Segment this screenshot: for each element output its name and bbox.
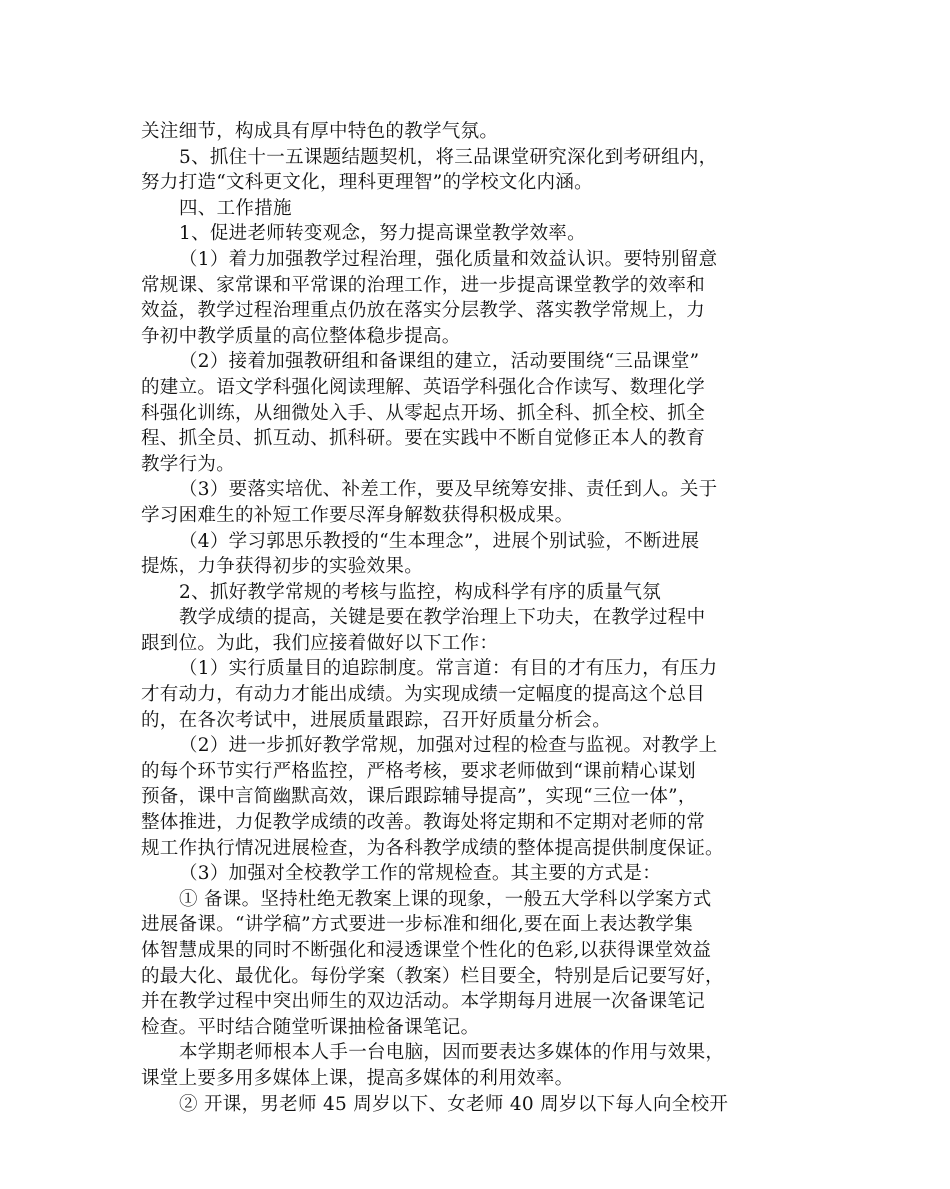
text-line: ② 开课，男老师 45 周岁以下、女老师 40 周岁以下每人向全校开 (179, 1093, 729, 1115)
text-line: （3）加强对全校教学工作的常规检查。其主要的方式是： (179, 863, 662, 885)
text-line: 教学行为。 (141, 453, 236, 475)
text-line: 程、抓全员、抓互动、抓科研。要在实践中不断自觉修正本人的教育 (141, 428, 706, 450)
text-line: （1）实行质量目的追踪制度。常言道：有目的才有压力，有压力 (179, 658, 718, 680)
text-line: 学习困难生的补短工作要尽浑身解数获得积极成果。 (141, 504, 574, 526)
text-line: 2、抓好教学常规的考核与监控，构成科学有序的质量气氛 (179, 581, 662, 603)
text-line: 课堂上要多用多媒体上课，提高多媒体的利用效率。 (141, 1067, 574, 1089)
text-line: （3）要落实培优、补差工作，要及早统筹安排、责任到人。关于 (179, 479, 718, 501)
document-body (141, 119, 821, 1117)
text-line: 跟到位。为此，我们应接着做好以下工作： (141, 632, 499, 654)
text-line: 才有动力，有动力才能出成绩。为实现成绩一定幅度的提高这个总目 (141, 684, 706, 706)
text-line: （4）学习郭思乐教授的“生本理念”，进展个别试验，不断进展 (179, 530, 700, 552)
text-line: 效益，教学过程治理重点仍放在落实分层教学、落实教学常规上，力 (141, 300, 706, 322)
text-line: 本学期老师根本人手一台电脑，因而要表达多媒体的作用与效果， (179, 1042, 725, 1064)
text-line: 检查。平时结合随堂听课抽检备课笔记。 (141, 1016, 480, 1038)
text-line: （2）接着加强教研组和备课组的建立，活动要围绕“三品课堂” (179, 351, 700, 373)
text-line: 5、抓住十一五课题结题契机，将三品课堂研究深化到考研组内， (179, 146, 718, 168)
text-line: （1）着力加强教学过程治理，强化质量和效益认识。要特别留意 (179, 248, 718, 270)
text-line: 四、工作措施 (179, 197, 292, 219)
text-line: 的建立。语文学科强化阅读理解、英语学科强化合作读写、数理化学 (141, 376, 706, 398)
text-line: 常规课、家常课和平常课的治理工作，进一步提高课堂教学的效率和 (141, 274, 706, 296)
text-line: 教学成绩的提高，关键是要在教学治理上下功夫，在教学过程中 (179, 607, 706, 629)
text-line: 关注细节，构成具有厚中特色的教学气氛。 (141, 121, 499, 142)
text-line: 努力打造“文科更文化，理科更理智”的学校文化内涵。 (141, 172, 593, 194)
text-line: 预备，课中言简幽默高效，课后跟踪辅导提高”，实现“三位一体”， (141, 786, 697, 808)
text-line: 规工作执行情况进展检查，为各科教学成绩的整体提高提供制度保证。 (141, 837, 724, 859)
text-line: 并在教学过程中突出师生的双边活动。本学期每月进展一次备课笔记 (141, 991, 706, 1013)
text-line: 进展备课。“讲学稿”方式要进一步标准和细化,要在面上表达教学集 (141, 914, 694, 936)
text-line: 的，在各次考试中，进展质量跟踪，召开好质量分析会。 (141, 709, 612, 731)
text-line: 争初中教学质量的高位整体稳步提高。 (141, 325, 461, 347)
text-line: 提炼，力争获得初步的实验效果。 (141, 556, 424, 578)
text-line: 整体推进，力促教学成绩的改善。教诲处将定期和不定期对老师的常 (141, 812, 706, 834)
text-line: ① 备课。坚持杜绝无教案上课的现象，一般五大学科以学案方式 (179, 888, 712, 910)
text-line: 的最大化、最优化。每份学案（教案）栏目要全，特别是后记要写好， (141, 965, 724, 987)
text-line: 的每个环节实行严格监控，严格考核，要求老师做到“课前精心谋划 (141, 760, 696, 782)
text-line: （2）进一步抓好教学常规，加强对过程的检查与监视。对教学上 (179, 735, 718, 757)
text-line: 科强化训练，从细微处入手、从零起点开场、抓全科、抓全校、抓全 (141, 402, 706, 424)
text-line: 1、促进老师转变观念，努力提高课堂教学效率。 (179, 223, 586, 245)
text-line: 体智慧成果的同时不断强化和浸透课堂个性化的色彩,以获得课堂效益 (141, 940, 712, 961)
